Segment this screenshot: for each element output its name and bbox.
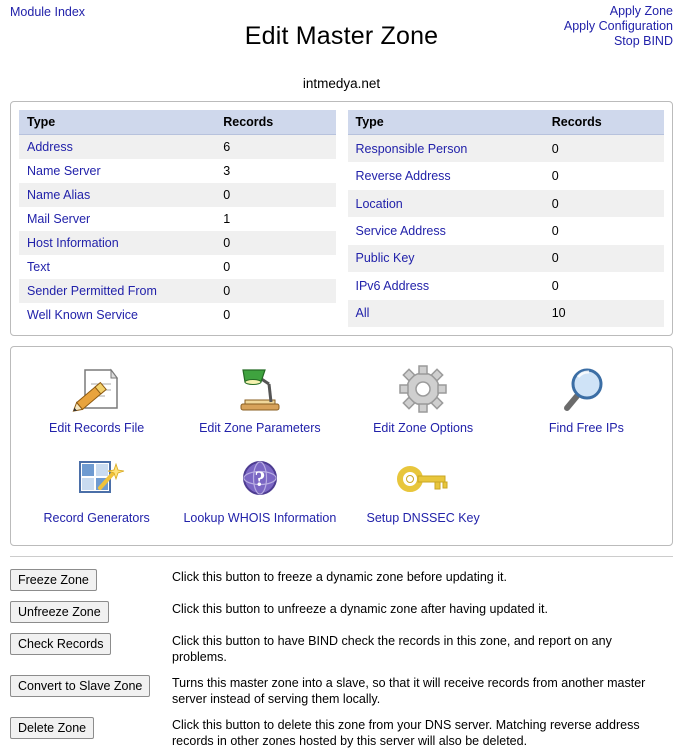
table-row — [19, 255, 336, 279]
desk-lamp-icon — [180, 363, 339, 415]
edit-zone-parameters-tool[interactable] — [178, 357, 341, 443]
page-header — [0, 0, 683, 62]
edit-zone-options-tool[interactable] — [342, 357, 505, 443]
setup-dnssec-key-tool[interactable] — [342, 447, 505, 533]
convert-to-slave-zone-button[interactable]: Convert to Slave Zone — [10, 675, 150, 697]
pencil-file-icon — [17, 363, 176, 415]
record-count: 10 — [551, 306, 566, 321]
record-type-link[interactable]: Location — [355, 196, 403, 211]
table-row — [19, 303, 336, 327]
table-row — [348, 162, 665, 189]
tool-label: Find Free IPs — [548, 421, 624, 435]
record-count: 0 — [551, 141, 559, 156]
record-count: 0 — [551, 169, 559, 184]
record-type-link[interactable]: Responsible Person — [355, 141, 468, 156]
record-type-link[interactable]: Service Address — [355, 224, 446, 238]
record-summary-panel — [10, 101, 673, 336]
action-row — [0, 565, 683, 597]
record-count: 0 — [551, 278, 559, 293]
table-row — [348, 217, 665, 244]
stop-bind-link[interactable]: Stop BIND — [613, 34, 673, 48]
record-generators-tool[interactable] — [15, 447, 178, 533]
table-row — [19, 207, 336, 231]
record-type-link[interactable]: Sender Permitted From — [27, 284, 157, 298]
record-count: 0 — [223, 236, 231, 250]
record-count: 0 — [551, 196, 559, 211]
record-type-link[interactable]: Public Key — [355, 251, 415, 266]
zone-tools-panel — [10, 346, 673, 546]
header-action-links — [564, 4, 673, 49]
find-free-ips-tool[interactable] — [505, 357, 668, 443]
gear-icon — [344, 363, 503, 415]
action-description: Turns this master zone into a slave, so that it will receive records from another master server instead of serving them locally. — [172, 676, 646, 706]
action-description: Click this button to unfreeze a dynamic zone after having updated it. — [172, 602, 548, 616]
table-row — [348, 135, 665, 163]
action-row — [0, 597, 683, 629]
table-row — [19, 279, 336, 303]
section-divider — [10, 556, 673, 557]
column-header-records: Records — [215, 110, 335, 135]
action-row — [0, 629, 683, 671]
table-row — [348, 245, 665, 272]
edit-records-file-tool[interactable] — [15, 357, 178, 443]
apply-zone-link[interactable]: Apply Zone — [609, 4, 673, 18]
record-table-left — [19, 110, 336, 327]
record-type-link[interactable]: Host Information — [27, 236, 119, 250]
record-type-link[interactable]: IPv6 Address — [355, 278, 430, 293]
table-row — [348, 300, 665, 327]
zone-tools-row-2 — [15, 447, 668, 533]
check-records-button[interactable]: Check Records — [10, 633, 111, 655]
page-title: Edit Master Zone — [244, 22, 439, 50]
action-row — [0, 671, 683, 713]
record-type-link[interactable]: Mail Server — [27, 212, 91, 226]
zone-actions-table — [0, 565, 683, 755]
record-count: 0 — [551, 251, 559, 266]
table-row — [19, 159, 336, 183]
record-type-link[interactable]: Text — [27, 260, 50, 274]
record-count: 0 — [223, 308, 231, 322]
record-count: 6 — [223, 140, 231, 154]
magnifier-icon — [507, 363, 666, 415]
module-index-link[interactable]: Module Index — [10, 5, 86, 19]
column-header-records: Records — [544, 110, 664, 135]
zone-tools-row-1 — [15, 357, 668, 443]
lookup-whois-tool[interactable] — [178, 447, 341, 533]
zone-name: intmedya.net — [302, 76, 381, 91]
column-header-type: Type — [19, 110, 215, 135]
question-globe-icon — [180, 453, 339, 505]
key-icon — [344, 453, 503, 505]
record-count: 3 — [223, 164, 231, 178]
tool-label: Edit Zone Parameters — [199, 421, 321, 435]
wand-grid-icon — [17, 453, 176, 505]
record-type-link[interactable]: Reverse Address — [355, 169, 451, 184]
table-row — [348, 190, 665, 217]
record-count: 0 — [223, 188, 231, 202]
record-count: 0 — [551, 224, 559, 238]
tool-label: Record Generators — [43, 511, 150, 525]
apply-configuration-link[interactable]: Apply Configuration — [563, 19, 673, 33]
record-count: 1 — [223, 212, 231, 226]
record-count: 0 — [223, 284, 231, 298]
column-header-type: Type — [348, 110, 544, 135]
action-description: Click this button to freeze a dynamic zone before updating it. — [172, 570, 507, 584]
record-count: 0 — [223, 260, 231, 274]
tool-label: Lookup WHOIS Information — [183, 511, 337, 525]
table-row — [19, 135, 336, 160]
record-type-link[interactable]: Name Alias — [27, 188, 91, 202]
record-type-link[interactable]: Address — [27, 140, 73, 154]
tool-label: Edit Records File — [49, 421, 145, 435]
action-row — [0, 713, 683, 755]
freeze-zone-button[interactable]: Freeze Zone — [10, 569, 97, 591]
unfreeze-zone-button[interactable]: Unfreeze Zone — [10, 601, 109, 623]
table-row — [19, 231, 336, 255]
action-description: Click this button to have BIND check the records in this zone, and report on any problems. — [172, 634, 612, 664]
record-type-link[interactable]: All — [355, 306, 370, 321]
delete-zone-button[interactable]: Delete Zone — [10, 717, 94, 739]
record-table-right — [348, 110, 665, 327]
table-row — [19, 183, 336, 207]
svg-text:?: ? — [254, 466, 266, 491]
action-description: Click this button to delete this zone from your DNS server. Matching reverse address records in other zones hosted by this server will also be deleted. — [172, 718, 640, 748]
tool-label: Setup DNSSEC Key — [366, 511, 480, 525]
tool-label: Edit Zone Options — [373, 421, 474, 435]
table-row — [348, 272, 665, 299]
tool-slot-empty — [505, 447, 668, 533]
record-type-link[interactable]: Name Server — [27, 164, 101, 178]
record-type-link[interactable]: Well Known Service — [27, 308, 138, 322]
